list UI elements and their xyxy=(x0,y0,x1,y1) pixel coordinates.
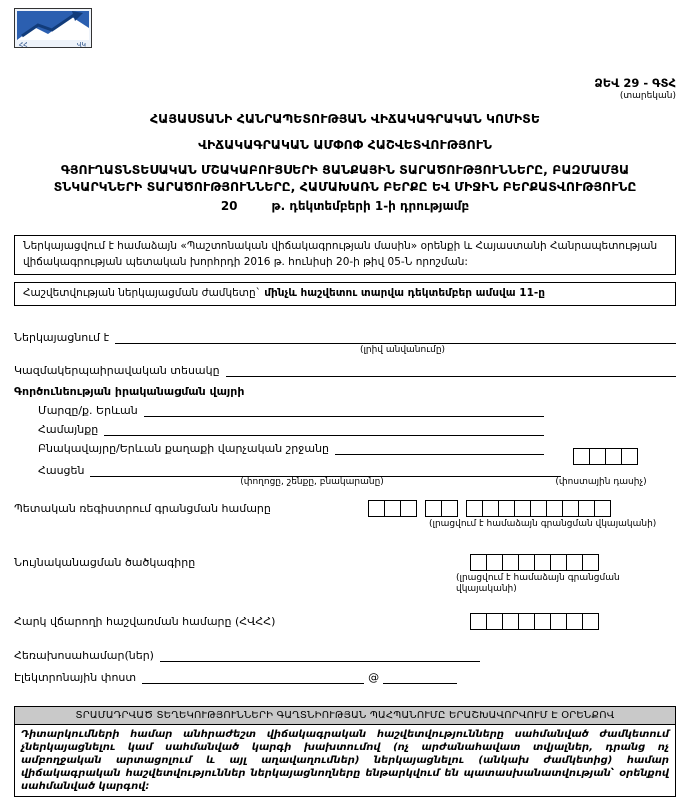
fill-cell[interactable] xyxy=(502,554,519,571)
fill-cell[interactable] xyxy=(573,448,590,465)
fill-cell[interactable] xyxy=(498,500,515,517)
fill-cell[interactable] xyxy=(530,500,547,517)
report-title: ԳՅՈՒՂԱՏՆՏԵՍԱԿԱՆ ՄՇԱԿԱԲՈՒՅՍԵՐԻ ՑԱՆՔԱՅԻՆ ՏԱՐԱԾՈՒԹՅՈՒՆՆԵՐԸ, ԲԱԶՄԱՄՅԱ ՏՆԿԱՐԿՆԵՐԻ ՏԱՐԱԾՈՒԹՅՈՒՆՆԵՐԸ, ՀԱՄԱԽԱՌՆ ԲԵՐՔԸ ԵՎ ՄԻՋԻՆ ԲԵՐՔԱՏՎՈՒԹՅՈՒՆԸ xyxy=(53,161,637,194)
id-code-row xyxy=(14,554,676,571)
presenter-hint: (լրիվ անվանումը) xyxy=(359,344,446,355)
community-input-line[interactable] xyxy=(104,422,544,436)
fill-cell[interactable] xyxy=(518,554,535,571)
legal-form-row xyxy=(14,363,676,377)
fill-cell[interactable] xyxy=(582,554,599,571)
state-registry-cells-group-3[interactable] xyxy=(466,500,611,517)
svg-text:ՎԿ: ՎԿ xyxy=(77,41,86,48)
activity-location-group xyxy=(14,403,676,488)
address-hint: (փողոցը, շենքը, բնակարանը) xyxy=(240,477,384,488)
year-prefix: 20 xyxy=(220,199,238,214)
footer-section xyxy=(14,706,676,797)
fill-cell[interactable] xyxy=(486,554,503,571)
legal-form-label: Կազմակերպաիրավական տեսակը xyxy=(14,364,220,378)
report-type-title: ՎԻՃԱԿԱԳՐԱԿԱՆ ԱՄՓՈՓ ՀԱՇՎԵՏՎՈՒԹՅՈՒՆ xyxy=(198,136,492,152)
phone-row xyxy=(14,648,676,662)
as-of-label: թ. դեկտեմբերի 1-ի դրությամբ xyxy=(271,199,470,214)
fill-cell[interactable] xyxy=(441,500,458,517)
state-registry-label: Պետական ռեգիստրում գրանցման համարը xyxy=(14,502,271,516)
fill-cell[interactable] xyxy=(566,613,583,630)
deadline-box xyxy=(14,282,676,306)
year-blank-field[interactable] xyxy=(238,209,272,210)
fill-cell[interactable] xyxy=(368,500,385,517)
settlement-label: Բնակավայրը/Երևան քաղաքի վարչական շրջանը xyxy=(38,442,330,456)
fill-cell[interactable] xyxy=(534,554,551,571)
fill-cell[interactable] xyxy=(550,613,567,630)
region-label: Մարզը/ք. Երևան xyxy=(38,404,138,418)
settlement-input-line[interactable] xyxy=(335,441,544,455)
svg-text:ՀՀ: ՀՀ xyxy=(19,41,28,48)
fill-cell[interactable] xyxy=(546,500,563,517)
fill-cell[interactable] xyxy=(518,613,535,630)
email-local-input-line[interactable] xyxy=(142,670,364,684)
form-periodicity: (տարեկան) xyxy=(619,90,676,101)
confidentiality-banner: ՏՐԱՄԱԴՐՎԱԾ ՏԵՂԵԿՈՒԹՅՈՒՆՆԵՐԻ ԳԱՂՏՆԻՈՒԹՅԱՆ ՊԱՀՊԱՆՈՒՄԸ ԵՐԱՇԽԱՎՈՐՎՈՒՄ Է ՕՐԵՆՔՈՎ xyxy=(14,706,676,725)
email-at-separator: @ xyxy=(368,670,380,684)
armstat-logo-icon xyxy=(14,8,92,48)
id-code-cells[interactable] xyxy=(470,554,599,571)
postal-code-cells[interactable] xyxy=(573,448,638,465)
form-code-block xyxy=(14,76,676,103)
committee-title: ՀԱՅԱՍՏԱՆԻ ՀԱՆՐԱՊԵՏՈՒԹՅԱՆ ՎԻՃԱԿԱԳՐԱԿԱՆ ԿՈՄԻՏԵ xyxy=(150,110,540,126)
address-label: Հասցեն xyxy=(38,464,85,478)
email-domain-input-line[interactable] xyxy=(383,670,457,684)
deadline-value: մինչև հաշվետու տարվա դեկտեմբեր ամսվա 11-ը xyxy=(264,286,545,299)
email-label: Էլեկտրոնային փոստ xyxy=(14,670,137,684)
fill-cell[interactable] xyxy=(578,500,595,517)
email-row xyxy=(14,670,676,684)
id-code-hint: (լրացվում է համաձայն գրանցման վկայականի) xyxy=(456,573,620,594)
presenter-label: Ներկայացնում է xyxy=(14,330,110,344)
deadline-label: Հաշվետվության ներկայացման ժամկետը` xyxy=(23,286,261,299)
address-input-line[interactable] xyxy=(90,463,561,477)
fill-cell[interactable] xyxy=(582,613,599,630)
fill-cell[interactable] xyxy=(470,613,487,630)
region-input-line[interactable] xyxy=(144,403,544,417)
tin-cells[interactable] xyxy=(470,613,599,630)
state-registry-cells-group-1[interactable] xyxy=(368,500,417,517)
state-registry-cells[interactable] xyxy=(368,500,611,517)
fill-cell[interactable] xyxy=(502,613,519,630)
fill-cell[interactable] xyxy=(384,500,401,517)
fill-cell[interactable] xyxy=(466,500,483,517)
state-registry-hint: (լրացվում է համաձայն գրանցման վկայականի) xyxy=(429,519,657,530)
tin-label: Հարկ վճարողի հաշվառման համարը (ՀՎՀՀ) xyxy=(14,614,276,628)
presenter-row xyxy=(14,330,676,344)
form-code: ՁԵՎ 29 - ԳՏՀ xyxy=(594,76,676,90)
state-registry-cells-group-2[interactable] xyxy=(425,500,458,517)
fill-cell[interactable] xyxy=(589,448,606,465)
fill-cell[interactable] xyxy=(400,500,417,517)
fill-cell[interactable] xyxy=(486,613,503,630)
activity-location-header: Գործունեության իրականացման վայրի xyxy=(14,385,245,399)
legal-form-input-line[interactable] xyxy=(226,363,676,377)
community-row xyxy=(38,422,676,436)
requisites-section xyxy=(14,330,676,684)
phone-label: Հեռախոսահամար(ներ) xyxy=(14,648,154,662)
as-of-date-line xyxy=(14,199,676,213)
tin-row xyxy=(14,613,676,630)
presenter-input-line[interactable] xyxy=(115,330,676,344)
community-label: Համայնքը xyxy=(38,423,99,437)
address-row xyxy=(38,460,676,477)
fill-cell[interactable] xyxy=(594,500,611,517)
region-row xyxy=(38,403,676,417)
state-registry-row xyxy=(14,500,676,517)
postal-code-hint: (փոստային դասիչ) xyxy=(555,477,647,488)
fill-cell[interactable] xyxy=(550,554,567,571)
fill-cell[interactable] xyxy=(621,448,638,465)
fill-cell[interactable] xyxy=(425,500,442,517)
fill-cell[interactable] xyxy=(534,613,551,630)
legal-basis-box: Ներկայացվում է համաձայն «Պաշտոնական վիճակագրության մասին» օրենքի և Հայաստանի Հանրապետության վիճակագրության պետական խորհրդի 2016 թ. հունիսի 20-ի թիվ 05-Ն որոշման: xyxy=(14,235,676,275)
fill-cell[interactable] xyxy=(566,554,583,571)
address-hints-row xyxy=(38,477,676,488)
phone-input-line[interactable] xyxy=(160,648,480,662)
fill-cell[interactable] xyxy=(470,554,487,571)
id-code-label: Նույնականացման ծածկագիրը xyxy=(14,556,196,570)
liability-note: Դիտարկումների համար անհրաժեշտ վիճակագրական հաշվետվությունները սահմանված ժամկետում չներկայացնելու կամ սահմանված կարգի խախտումով (ոչ արժանահավատ տվյալներ, դրանց ոչ ամբողջական արտացոլում և այլ աղավաղումներ) ներկայացնելու (անկախ ժամկետից) համար վիճակագրական հաշվետվություններ ներկայացնողները ենթարկվում են պատասխանատվության՝ օրենքով սահմանված կարգով: xyxy=(14,724,676,797)
fill-cell[interactable] xyxy=(562,500,579,517)
fill-cell[interactable] xyxy=(605,448,622,465)
fill-cell[interactable] xyxy=(482,500,499,517)
armstat-logo xyxy=(14,8,92,48)
fill-cell[interactable] xyxy=(514,500,531,517)
